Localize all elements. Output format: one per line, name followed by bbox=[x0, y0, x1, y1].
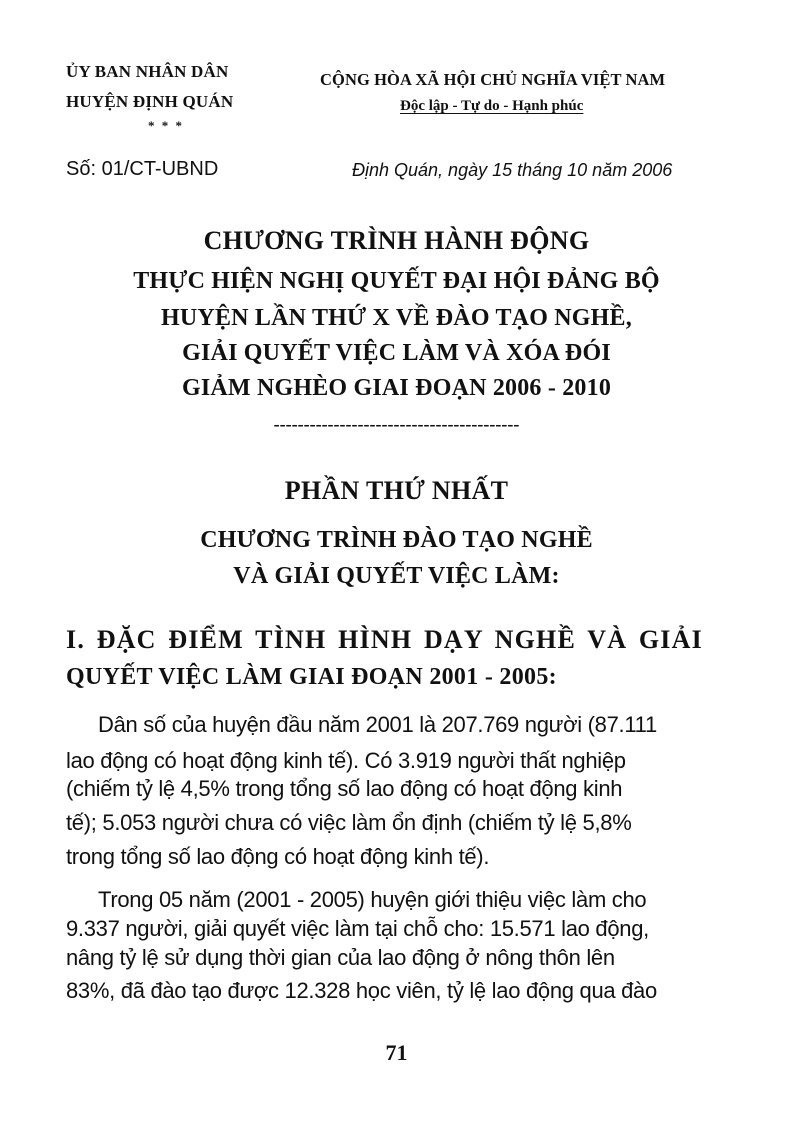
body-paragraph1-line4: tế); 5.053 người chưa có việc làm ổn định (chiếm tỷ lệ 5,8% bbox=[66, 810, 632, 835]
part-subtitle-line2: VÀ GIẢI QUYẾT VIỆC LÀM: bbox=[233, 563, 560, 589]
main-title: CHƯƠNG TRÌNH HÀNH ĐỘNG bbox=[203, 226, 590, 255]
body-paragraph2-line4: 83%, đã đào tạo được 12.328 học viên, tỷ lệ lao động qua đào bbox=[66, 978, 657, 1003]
section-heading-line2: QUYẾT VIỆC LÀM GIAI ĐOẠN 2001 - 2005: bbox=[66, 664, 557, 690]
main-title-line2: THỰC HIỆN NGHỊ QUYẾT ĐẠI HỘI ĐẢNG BỘ bbox=[133, 268, 660, 294]
body-paragraph2-line3: nâng tỷ lệ sử dụng thời gian của lao động ở nông thôn lên bbox=[66, 945, 615, 970]
document-date: Định Quán, ngày 15 tháng 10 năm 2006 bbox=[352, 160, 673, 180]
national-title: CỘNG HÒA XÃ HỘI CHỦ NGHĨA VIỆT NAM bbox=[320, 70, 666, 89]
org-name-line1: ỦY BAN NHÂN DÂN bbox=[66, 62, 229, 81]
main-title-line5: GIẢM NGHÈO GIAI ĐOẠN 2006 - 2010 bbox=[181, 375, 612, 401]
main-title-line3: HUYỆN LẦN THỨ X VỀ ĐÀO TẠO NGHỀ, bbox=[161, 305, 632, 331]
header-stars: * * * bbox=[148, 118, 184, 133]
page-number: 71 bbox=[385, 1040, 408, 1065]
body-paragraph1-line3: (chiếm tỷ lệ 4,5% trong tổng số lao động có hoạt động kinh bbox=[66, 776, 623, 801]
body-paragraph2-line2: 9.337 người, giải quyết việc làm tại chỗ cho: 15.571 lao động, bbox=[66, 916, 649, 941]
section-heading-line1: I. ĐẶC ĐIỂM TÌNH HÌNH DẠY NGHỀ VÀ GIẢI bbox=[66, 625, 703, 654]
part-subtitle-line1: CHƯƠNG TRÌNH ĐÀO TẠO NGHỀ bbox=[200, 527, 593, 553]
part-heading: PHẦN THỨ NHẤT bbox=[284, 476, 509, 505]
org-name-line2: HUYỆN ĐỊNH QUÁN bbox=[66, 92, 234, 111]
body-paragraph1-line5: trong tổng số lao động có hoạt động kinh tế). bbox=[66, 844, 490, 869]
document-number: Số: 01/CT-UBND bbox=[66, 158, 219, 180]
title-divider: ----------------------------------------- bbox=[273, 414, 520, 434]
national-motto: Độc lập - Tự do - Hạnh phúc bbox=[400, 98, 584, 114]
body-paragraph1-line2: lao động có hoạt động kinh tế). Có 3.919 người thất nghiệp bbox=[66, 748, 626, 773]
body-paragraph1-line1: Dân số của huyện đầu năm 2001 là 207.769 người (87.111 bbox=[98, 712, 657, 737]
body-paragraph2-line1: Trong 05 năm (2001 - 2005) huyện giới thiệu việc làm cho bbox=[98, 887, 647, 912]
main-title-line4: GIẢI QUYẾT VIỆC LÀM VÀ XÓA ĐÓI bbox=[182, 340, 611, 366]
